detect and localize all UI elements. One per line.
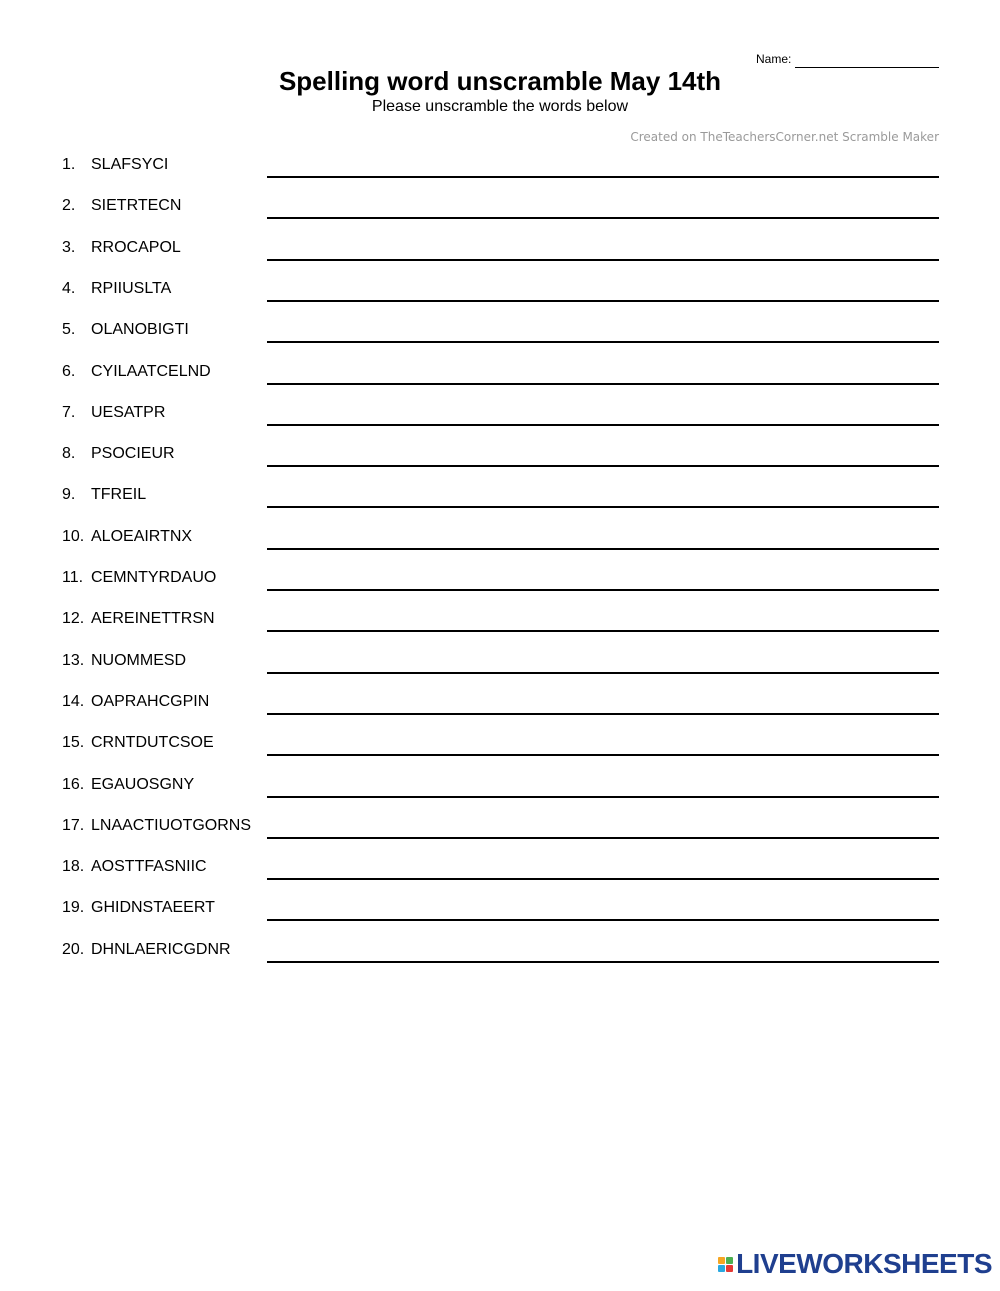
word-number: 19. bbox=[62, 899, 85, 917]
scrambled-word: AOSTTFASNIIC bbox=[91, 858, 207, 876]
answer-line[interactable] bbox=[267, 217, 939, 219]
word-number: 15. bbox=[62, 734, 85, 752]
word-row bbox=[0, 899, 1000, 940]
answer-line[interactable] bbox=[267, 796, 939, 798]
name-label: Name: bbox=[756, 52, 792, 66]
logo-block bbox=[718, 1265, 725, 1272]
word-row bbox=[0, 528, 1000, 569]
word-row bbox=[0, 693, 1000, 734]
word-row bbox=[0, 363, 1000, 404]
footer-logo bbox=[718, 1249, 992, 1279]
scrambled-word: LNAACTIUOTGORNS bbox=[91, 816, 252, 834]
page-title: Spelling word unscramble May 14th bbox=[278, 66, 722, 96]
scrambled-word: SLAFSYCI bbox=[91, 156, 169, 173]
word-row bbox=[0, 776, 1000, 817]
word-row bbox=[0, 941, 1000, 982]
word-number: 4. bbox=[62, 279, 76, 297]
answer-line[interactable] bbox=[267, 961, 939, 963]
word-row bbox=[0, 321, 1000, 362]
word-number: 1. bbox=[62, 156, 76, 173]
scrambled-word: RROCAPOL bbox=[91, 238, 181, 256]
word-number: 13. bbox=[62, 651, 85, 669]
answer-line[interactable] bbox=[267, 424, 939, 426]
word-row bbox=[0, 652, 1000, 693]
word-number: 10. bbox=[62, 527, 85, 545]
answer-line[interactable] bbox=[267, 259, 939, 261]
answer-line[interactable] bbox=[267, 383, 939, 385]
answer-line[interactable] bbox=[267, 341, 939, 343]
word-row bbox=[0, 610, 1000, 651]
answer-line[interactable] bbox=[267, 465, 939, 467]
scrambled-word: OLANOBIGTI bbox=[91, 321, 189, 339]
answer-line[interactable] bbox=[267, 713, 939, 715]
word-number: 8. bbox=[62, 445, 76, 463]
scrambled-word: TFREIL bbox=[91, 486, 147, 504]
word-number: 7. bbox=[62, 403, 76, 421]
answer-line[interactable] bbox=[267, 630, 939, 632]
scrambled-word: RPIIUSLTA bbox=[91, 279, 172, 297]
word-number: 12. bbox=[62, 610, 85, 628]
scrambled-word: CRNTDUTCSOE bbox=[91, 734, 214, 752]
logo-block bbox=[718, 1257, 725, 1264]
word-row bbox=[0, 197, 1000, 238]
word-number: 6. bbox=[62, 362, 76, 380]
answer-line[interactable] bbox=[267, 919, 939, 921]
scrambled-word: AEREINETTRSN bbox=[91, 610, 215, 628]
word-number: 9. bbox=[62, 486, 76, 504]
word-row bbox=[0, 817, 1000, 858]
scrambled-word: CEMNTYRDAUO bbox=[91, 569, 217, 586]
scrambled-word: SIETRTECN bbox=[91, 197, 182, 215]
logo-text: LIVEWORKSHEETS bbox=[736, 1248, 992, 1279]
answer-line[interactable] bbox=[267, 754, 939, 756]
word-row bbox=[0, 734, 1000, 775]
word-row bbox=[0, 404, 1000, 445]
logo-block bbox=[726, 1257, 733, 1264]
word-row bbox=[0, 280, 1000, 321]
answer-line[interactable] bbox=[267, 672, 939, 674]
answer-line[interactable] bbox=[267, 837, 939, 839]
word-row bbox=[0, 239, 1000, 280]
word-number: 18. bbox=[62, 858, 85, 876]
scrambled-word: UESATPR bbox=[91, 403, 166, 421]
answer-line[interactable] bbox=[267, 176, 939, 178]
answer-line[interactable] bbox=[267, 548, 939, 550]
logo-block bbox=[726, 1265, 733, 1272]
word-number: 16. bbox=[62, 775, 85, 793]
word-number: 5. bbox=[62, 321, 76, 339]
word-row bbox=[0, 858, 1000, 899]
word-number: 2. bbox=[62, 197, 76, 215]
scrambled-word: PSOCIEUR bbox=[91, 445, 175, 463]
scrambled-word: GHIDNSTAEERT bbox=[91, 899, 215, 917]
word-number: 3. bbox=[62, 238, 76, 256]
scrambled-word: NUOMMESD bbox=[91, 651, 187, 669]
answer-line[interactable] bbox=[267, 300, 939, 302]
logo-icon bbox=[718, 1257, 733, 1272]
word-row bbox=[0, 569, 1000, 610]
scrambled-word: OAPRAHCGPIN bbox=[91, 692, 210, 710]
scrambled-word: EGAUOSGNY bbox=[91, 775, 195, 793]
scrambled-word: ALOEAIRTNX bbox=[91, 527, 193, 545]
word-number: 17. bbox=[62, 816, 85, 834]
word-number: 20. bbox=[62, 940, 85, 958]
word-row bbox=[0, 486, 1000, 527]
answer-line[interactable] bbox=[267, 506, 939, 508]
answer-line[interactable] bbox=[267, 589, 939, 591]
word-row bbox=[0, 156, 1000, 197]
credit-text: Created on TheTeachersCorner.net Scramble Maker bbox=[630, 130, 939, 144]
word-number: 14. bbox=[62, 692, 85, 710]
answer-line[interactable] bbox=[267, 878, 939, 880]
word-number: 11. bbox=[62, 569, 84, 586]
scrambled-word: CYILAATCELND bbox=[91, 362, 211, 380]
word-row bbox=[0, 445, 1000, 486]
scrambled-word: DHNLAERICGDNR bbox=[91, 940, 231, 958]
page-subtitle: Please unscramble the words below bbox=[371, 98, 629, 115]
